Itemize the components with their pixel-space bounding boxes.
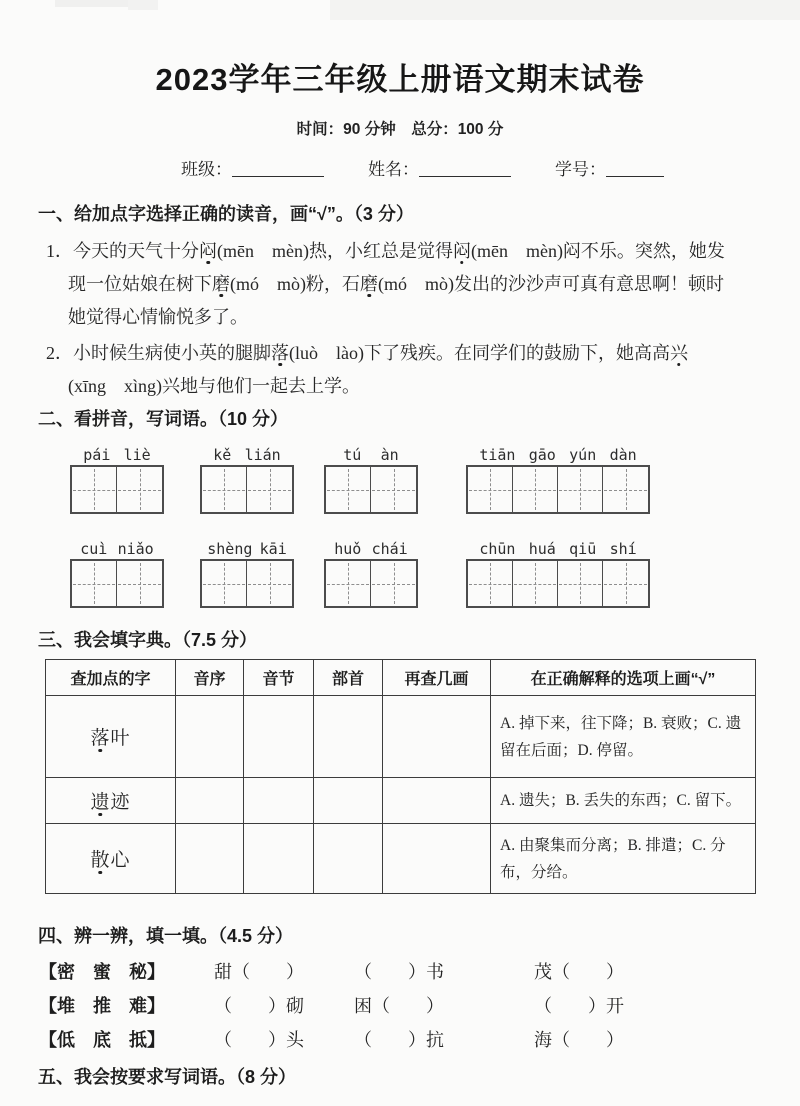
char-choice-row	[0, 989, 800, 1023]
writing-grid	[324, 465, 418, 514]
answer-cell	[383, 696, 491, 778]
col-header: 部首	[314, 660, 383, 696]
writing-grid	[466, 465, 650, 514]
col-header: 音节	[244, 660, 314, 696]
writing-cell	[468, 561, 513, 606]
char-choice-row	[0, 1023, 800, 1057]
pinyin-label: cuì niǎo	[80, 540, 154, 558]
writing-cell	[513, 561, 558, 606]
writing-cell	[603, 467, 648, 512]
name-label: 姓名：	[368, 160, 419, 179]
pinyin-label: tiān gāo yún dàn	[479, 446, 637, 464]
pinyin-group	[324, 442, 418, 514]
answer-cell	[383, 824, 491, 894]
answer-cell	[314, 778, 383, 824]
pinyin-label: chūn huá qiū shí	[479, 540, 637, 558]
col-header: 查加点的字	[46, 660, 176, 696]
answer-cell	[383, 778, 491, 824]
name-field	[368, 155, 511, 180]
pinyin-label: kě lián	[213, 446, 281, 464]
writing-grid	[324, 559, 418, 608]
section1-passage	[0, 235, 800, 403]
answer-cell	[244, 778, 314, 824]
pinyin-group	[200, 442, 294, 514]
char-options: 【密 蜜 秘】	[39, 962, 165, 982]
pinyin-row-1	[0, 442, 800, 514]
fill-blank-item: 甜（ ）	[214, 962, 304, 982]
pinyin-label: pái liè	[83, 446, 151, 464]
pinyin-row-2	[0, 536, 800, 608]
writing-cell	[326, 467, 371, 512]
section4-exercise	[0, 955, 800, 1057]
pinyin-group	[70, 442, 164, 514]
passage-line: 她觉得心情愉悦多了。	[68, 307, 248, 327]
writing-cell	[247, 561, 292, 606]
answer-cell	[176, 824, 244, 894]
writing-cell	[558, 561, 603, 606]
answer-cell	[314, 824, 383, 894]
answer-cell	[314, 696, 383, 778]
id-label: 学号：	[555, 160, 606, 179]
pinyin-group	[466, 442, 650, 514]
pinyin-label: shèng kāi	[207, 540, 287, 558]
target-word: 遗迹	[46, 778, 176, 824]
target-word: 散心	[46, 824, 176, 894]
class-label: 班级：	[181, 160, 232, 179]
page-title: 2023学年三年级上册语文期末试卷	[155, 62, 645, 97]
pinyin-label: tú àn	[343, 446, 399, 464]
writing-grid	[200, 465, 294, 514]
char-options: 【低 底 抵】	[39, 1030, 165, 1050]
fill-blank-item: （ ）书	[354, 962, 444, 982]
col-header: 在正确解释的选项上画“√”	[491, 660, 756, 696]
writing-cell	[371, 467, 416, 512]
answer-cell	[244, 824, 314, 894]
writing-grid	[70, 465, 164, 514]
id-field	[555, 155, 664, 180]
section3-heading: 三、我会填字典。（7.5 分）	[38, 630, 258, 650]
passage-line: 1．今天的天气十分闷(mēn mèn)热，小红总是觉得闷(mēn mèn)闷不乐。突然，她发	[46, 241, 725, 261]
table-row	[46, 696, 756, 778]
char-options: 【堆 推 难】	[39, 996, 165, 1016]
writing-cell	[326, 561, 371, 606]
answer-cell	[176, 696, 244, 778]
table-row	[46, 824, 756, 894]
fill-blank-item: （ ）头	[214, 1030, 304, 1050]
scan-artifact	[128, 0, 158, 10]
fill-blank-item: （ ）开	[534, 996, 624, 1016]
answer-cell	[176, 778, 244, 824]
exam-info: 时间：90 分钟 总分：100 分	[296, 121, 504, 138]
scan-artifact	[330, 0, 800, 20]
writing-grid	[200, 559, 294, 608]
fill-blank-item: （ ）抗	[354, 1030, 444, 1050]
pinyin-group	[200, 536, 294, 608]
id-blank	[606, 163, 664, 177]
fill-blank-item: 茂（ ）	[534, 962, 624, 982]
fill-blank-item: 海（ ）	[534, 1030, 624, 1050]
pinyin-group	[70, 536, 164, 608]
writing-cell	[371, 561, 416, 606]
writing-grid	[70, 559, 164, 608]
writing-cell	[603, 561, 648, 606]
writing-cell	[117, 561, 162, 606]
explanation-options: A. 掉下来，往下降；B. 衰败；C. 遗留在后面；D. 停留。	[491, 696, 756, 778]
fill-blank-item: 困（ ）	[354, 996, 444, 1016]
writing-cell	[117, 467, 162, 512]
passage-line: 2．小时候生病使小英的腿脚落(luò lào)下了残疾。在同学们的鼓励下，她高高兴	[46, 343, 688, 363]
writing-cell	[247, 467, 292, 512]
pinyin-label: huǒ chái	[334, 540, 408, 558]
writing-grid	[466, 559, 650, 608]
writing-cell	[513, 467, 558, 512]
section1-heading: 一、给加点字选择正确的读音，画“√”。（3 分）	[38, 204, 414, 224]
explanation-options: A. 遗失；B. 丢失的东西；C. 留下。	[491, 778, 756, 824]
student-fields	[0, 155, 800, 180]
writing-cell	[558, 467, 603, 512]
table-row	[46, 778, 756, 824]
answer-cell	[244, 696, 314, 778]
explanation-options: A. 由聚集而分离；B. 排遣；C. 分布，分给。	[491, 824, 756, 894]
char-choice-row	[0, 955, 800, 989]
col-header: 再查几画	[383, 660, 491, 696]
writing-cell	[202, 467, 247, 512]
col-header: 音序	[176, 660, 244, 696]
pinyin-group	[466, 536, 650, 608]
target-word: 落叶	[46, 696, 176, 778]
class-blank	[232, 163, 324, 177]
writing-cell	[202, 561, 247, 606]
table-header-row	[46, 660, 756, 696]
writing-cell	[468, 467, 513, 512]
passage-line: 现一位姑娘在树下磨(mó mò)粉，石磨(mó mò)发出的沙沙声可真有意思啊！顿时	[68, 274, 724, 294]
dictionary-table	[45, 659, 756, 894]
name-blank	[419, 163, 511, 177]
writing-cell	[72, 467, 117, 512]
passage-line: (xīng xìng)兴地与他们一起去上学。	[68, 376, 360, 396]
section2-heading: 二、看拼音，写词语。（10 分）	[38, 409, 289, 429]
section4-heading: 四、辨一辨，填一填。（4.5 分）	[38, 926, 294, 946]
pinyin-group	[324, 536, 418, 608]
writing-cell	[72, 561, 117, 606]
class-field	[181, 155, 324, 180]
fill-blank-item: （ ）砌	[214, 996, 304, 1016]
section5-heading: 五、我会按要求写词语。（8 分）	[38, 1067, 297, 1087]
